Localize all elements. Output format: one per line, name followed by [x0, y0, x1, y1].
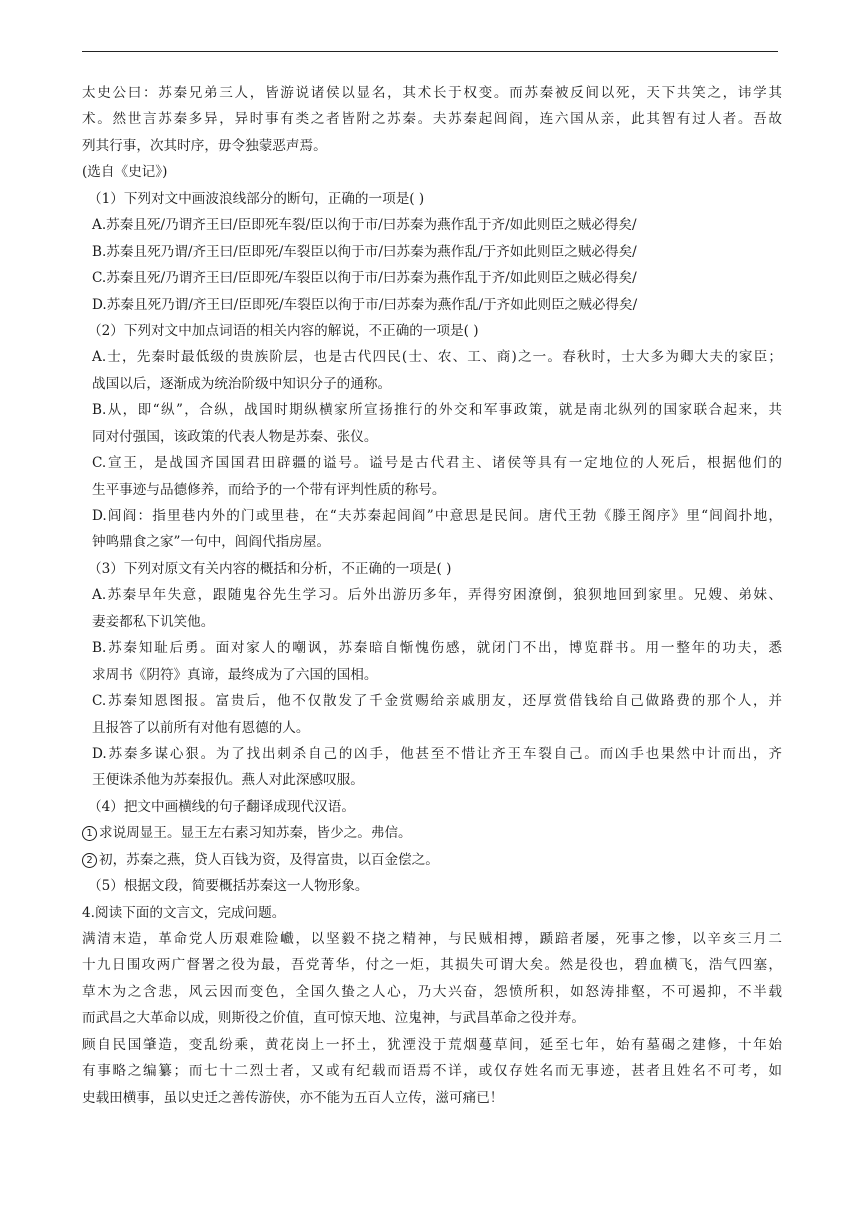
passage-line: 列其行事，次其时序，毋令独蒙恶声焉。: [82, 137, 327, 154]
question-2: [82, 318, 782, 556]
option-c: C.苏秦知恩图报。富贵后，他不仅散发了千金赏赐给亲戚朋友，还厚赏借钱给自己做路费的那个人，并: [92, 693, 782, 710]
option-a: A.士，先秦时最低级的贵族阶层，也是古代四民(士、农、工、商)之一。春秋时，士大多为卿大夫的家臣；: [92, 349, 782, 366]
option-b: B.苏秦且死乃谓/齐王曰/臣即死/车裂臣以徇于市/曰苏秦为燕作乱/于齐如此则臣之贼必得矣/: [92, 243, 637, 260]
question-stem: （3）下列对原文有关内容的概括和分析，不正确的一项是( ): [88, 560, 452, 577]
question-stem: （4）把文中画横线的句子翻译成现代汉语。: [88, 798, 355, 815]
paragraph-line: 满清末造，革命党人历艰难险巇，以坚毅不挠之精神，与民贼相搏，踬踣者屡，死事之惨，以辛亥三月二: [82, 931, 782, 947]
paragraph-line: 有事略之编纂；而七十二烈士者，又或有纪载而语焉不详，或仅存姓名而无事迹，甚者且姓名不可考，如: [82, 1063, 782, 1080]
section-4: [82, 900, 782, 1112]
question-5: [82, 873, 782, 899]
source-citation: (选自《史记》): [82, 164, 168, 181]
translation-item-2: [82, 847, 782, 873]
paragraph-line: 顾自民国肇造，变乱纷乘，黄花岗上一抔土，犹湮没于荒烟蔓草间，延至七年，始有墓碣之建修，十年始: [82, 1036, 782, 1053]
translation-sentence: 求说周显王。显王左右素习知苏秦，皆少之。弗信。: [99, 825, 412, 842]
paragraph-line: 草木为之含悲，风云因而变色，全国久蛰之人心，乃大兴奋，怨愤所积，如怒涛排壑，不可遏抑，不半载: [82, 983, 782, 1000]
header-rule: [82, 51, 778, 52]
translation-item-1: [82, 820, 782, 846]
paragraph-line: 十九日围攻两广督署之役为最，吾党菁华，付之一炬，其损失可谓大矣。然是役也，碧血横飞，浩气四塞，: [82, 957, 782, 974]
question-stem: （5）根据文段，简要概括苏秦这一人物形象。: [88, 878, 369, 895]
option-a: A.苏秦早年失意，跟随鬼谷先生学习。后外出游历多年，弄得穷困潦倒，狼狈地回到家里。兄嫂、弟妹、: [92, 587, 782, 604]
option-c-cont: 生平事迹与品德修养，而给予的一个带有评判性质的称号。: [92, 481, 446, 498]
passage-3-text: [82, 80, 782, 186]
option-d: D.闾阎：指里巷内外的门或里巷，在“夫苏秦起闾阎”中意思是民间。唐代王勃《滕王阁序》里“闾阎扑地，: [92, 508, 782, 524]
translation-sentence: 初，苏秦之燕，贷人百钱为资，及得富贵，以百金偿之。: [99, 851, 439, 868]
document-body: [82, 80, 782, 1111]
option-d: D.苏秦且死乃谓/齐王曰/臣即死/车裂臣以徇于市/曰苏秦为燕作乱/于齐如此则臣之贼必得矣/: [92, 296, 638, 313]
option-d-cont: 钟鸣鼎食之家”一句中，闾阎代指房屋。: [92, 534, 331, 551]
question-1: [82, 186, 782, 318]
option-b: B.苏秦知耻后勇。面对家人的嘲讽，苏秦暗自惭愧伤感，就闭门不出，博览群书。用一整年的功夫，悉: [92, 640, 782, 657]
passage-line: 术。然世言苏秦多异，异时事有类之者皆附之苏秦。夫苏秦起闾阎，连六国从亲，此其智有过人者。吾故: [82, 111, 782, 128]
option-c: C.苏秦且死/乃谓齐王曰/臣即死/车裂臣以徇于市/曰苏秦为燕作乱于齐/如此则臣之贼必得矣/: [92, 270, 637, 287]
option-a: A.苏秦且死/乃谓齐王曰/臣即死车裂/臣以徇于市/曰苏秦为燕作乱于齐/如此则臣之贼必得矣/: [92, 217, 637, 234]
option-a-cont: 战国以后，逐渐成为统治阶级中知识分子的通称。: [92, 375, 392, 392]
option-b-cont: 求周书《阴符》真谛，最终成为了六国的国相。: [92, 666, 378, 683]
option-d-cont: 王便诛杀他为苏秦报仇。燕人对此深感叹服。: [92, 772, 364, 789]
circled-number: 1: [82, 826, 97, 841]
paragraph-line: 而武昌之大革命以成，则斯役之价值，直可惊天地、泣鬼神，与武昌革命之役并寿。: [82, 1010, 585, 1027]
option-b-cont: 同对付强国，该政策的代表人物是苏秦、张仪。: [92, 428, 378, 445]
option-b: B.从，即“纵”，合纵，战国时期纵横家所宣扬推行的外交和军事政策，就是南北纵列的国家联合起来，共: [92, 402, 782, 419]
question-stem: （1）下列对文中画波浪线部分的断句，正确的一项是( ): [88, 190, 425, 207]
question-4: [82, 794, 782, 873]
passage-line: 太史公曰：苏秦兄弟三人，皆游说诸侯以显名，其术长于权变。而苏秦被反间以死，天下共笑之，讳学其: [82, 85, 782, 101]
circled-number: 2: [82, 853, 97, 868]
question-stem: （2）下列对文中加点词语的相关内容的解说，不正确的一项是( ): [88, 322, 479, 339]
question-3: [82, 556, 782, 794]
option-c: C.宣王，是战国齐国国君田辟疆的谥号。谥号是古代君主、诸侯等具有一定地位的人死后，根据他们的: [92, 455, 782, 472]
section-heading: 4.阅读下面的文言文，完成问题。: [82, 904, 286, 921]
option-c-cont: 且报答了以前所有对他有恩德的人。: [92, 719, 310, 736]
option-a-cont: 妻妾都私下讥笑他。: [92, 613, 215, 630]
paragraph-line: 史载田横事，虽以史迁之善传游侠，亦不能为五百人立传，滋可痛已！: [82, 1089, 504, 1106]
option-d: D.苏秦多谋心狠。为了找出刺杀自己的凶手，他甚至不惜让齐王车裂自己。而凶手也果然中计而出，齐: [92, 745, 782, 762]
